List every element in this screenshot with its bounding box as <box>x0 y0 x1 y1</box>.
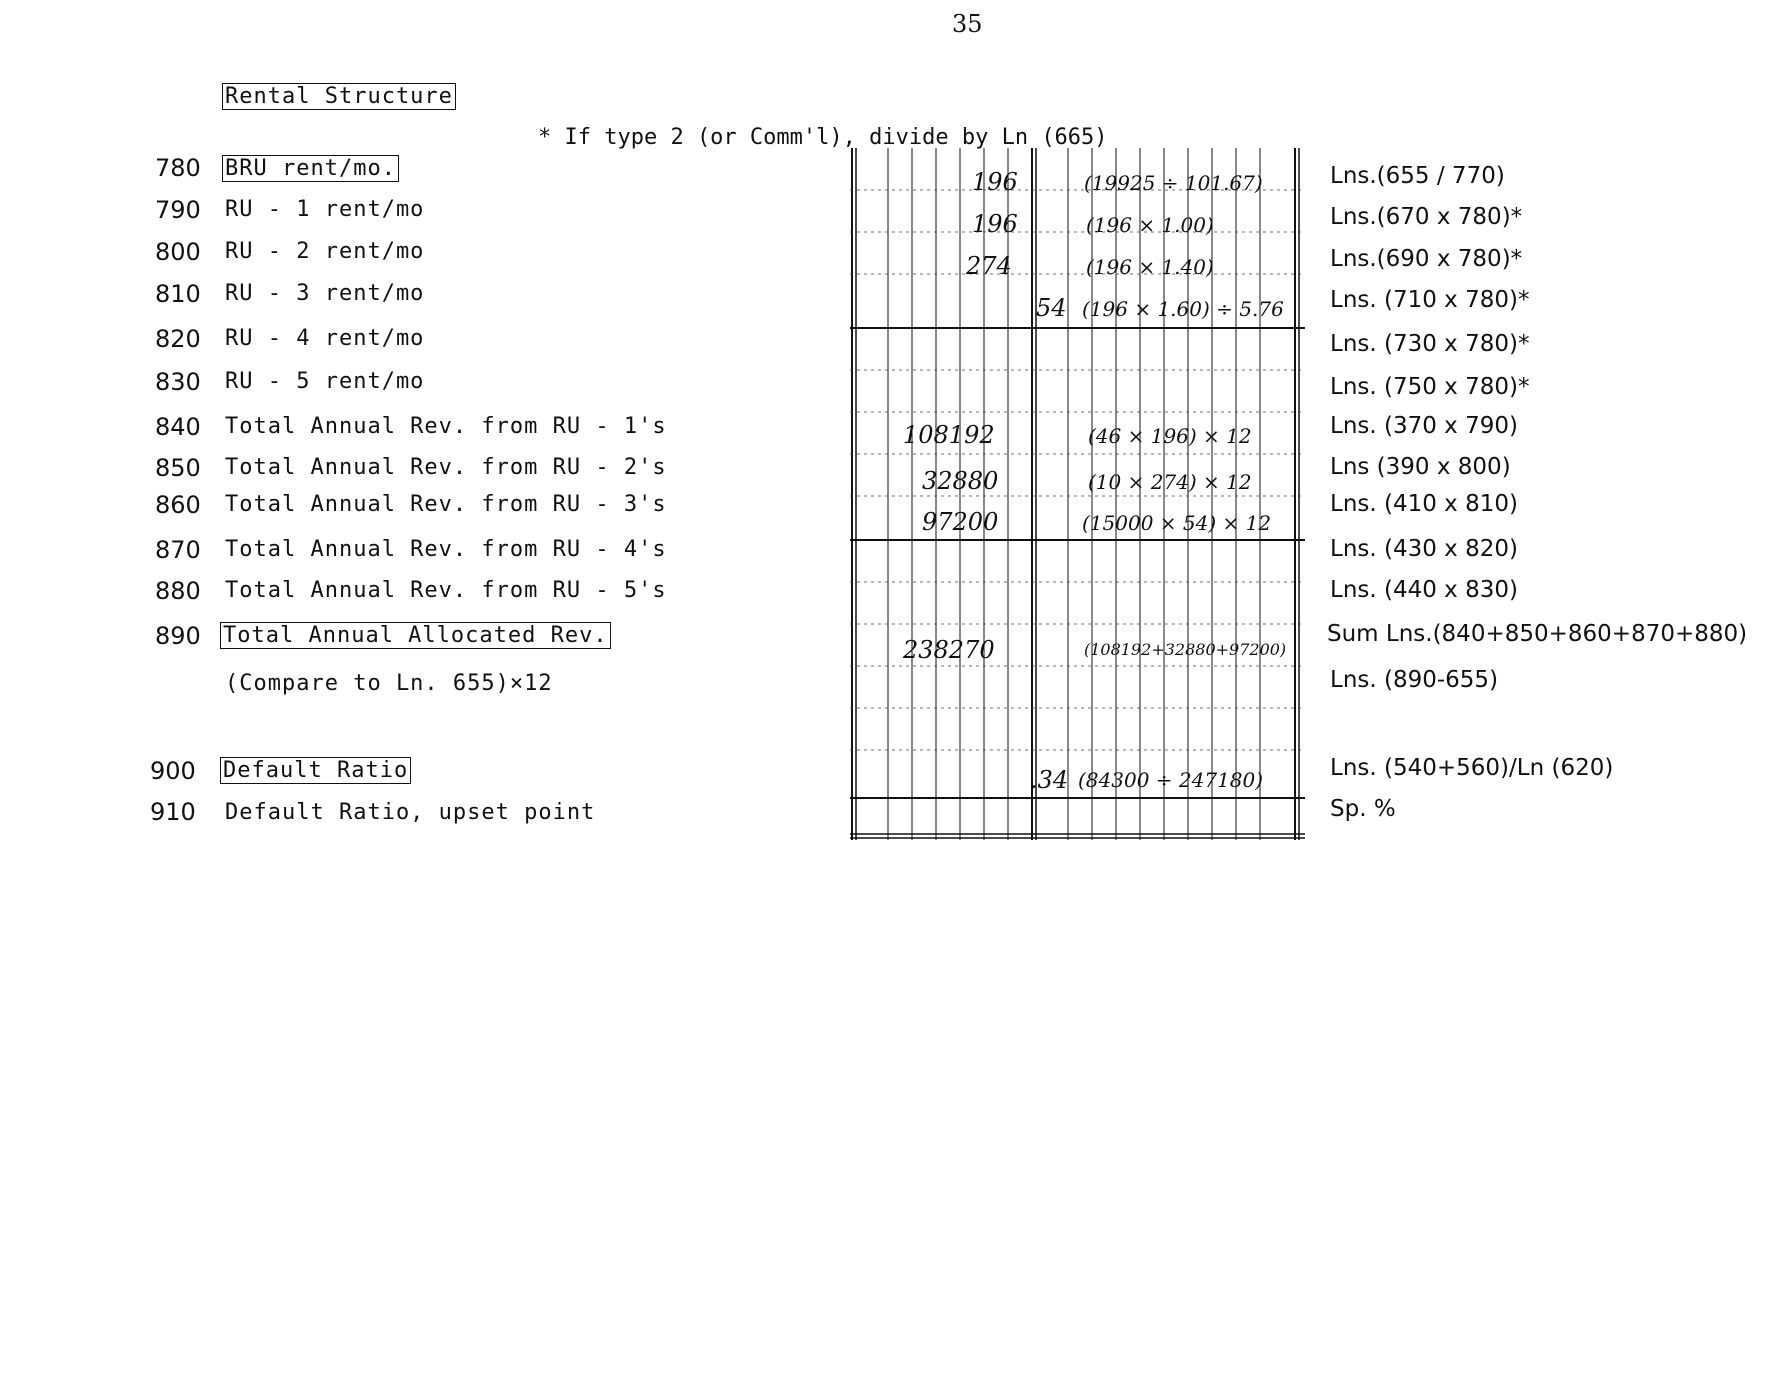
type-2-note: * If type 2 (or Comm'l), divide by Ln (665) <box>538 125 1108 150</box>
ref-790: Lns.(670 x 780)* <box>1330 204 1523 230</box>
label-bru-rent: BRU rent/mo. <box>222 155 399 182</box>
page-number: 35 <box>952 10 983 38</box>
line-number-860: 860 <box>155 491 201 519</box>
line-number-790: 790 <box>155 196 201 224</box>
line-number-800: 800 <box>155 238 201 266</box>
ref-890: Sum Lns.(840+850+860+870+880) <box>1327 621 1748 647</box>
calc-900: (84300 ÷ 247180) <box>1078 768 1264 792</box>
calc-800: (196 × 1.40) <box>1086 255 1214 279</box>
label-rev-ru1: Total Annual Rev. from RU - 1's <box>225 414 667 439</box>
line-number-840: 840 <box>155 413 201 441</box>
calc-850: (10 × 274) × 12 <box>1088 470 1252 494</box>
calc-840: (46 × 196) × 12 <box>1088 424 1252 448</box>
ref-810: Lns. (710 x 780)* <box>1330 287 1530 313</box>
ref-800: Lns.(690 x 780)* <box>1330 246 1523 272</box>
label-rev-ru5: Total Annual Rev. from RU - 5's <box>225 578 667 603</box>
line-number-880: 880 <box>155 577 201 605</box>
ref-compare: Lns. (890-655) <box>1330 667 1499 693</box>
entry-800: 274 <box>966 252 1012 280</box>
label-total-allocated-rev: Total Annual Allocated Rev. <box>220 622 611 649</box>
line-number-900: 900 <box>150 757 196 785</box>
entry-840: 108192 <box>903 421 995 449</box>
line-number-810: 810 <box>155 280 201 308</box>
ledger-grid <box>850 148 1305 840</box>
line-number-820: 820 <box>155 325 201 353</box>
label-rev-ru2: Total Annual Rev. from RU - 2's <box>225 455 667 480</box>
calc-790: (196 × 1.00) <box>1086 213 1214 237</box>
label-ru4-rent: RU - 4 rent/mo <box>225 326 425 351</box>
entry-780: 196 <box>972 168 1018 196</box>
entry-850: 32880 <box>922 467 999 495</box>
label-rev-ru4: Total Annual Rev. from RU - 4's <box>225 537 667 562</box>
calc-810: (196 × 1.60) ÷ 5.76 <box>1082 297 1284 321</box>
line-number-830: 830 <box>155 368 201 396</box>
line-number-850: 850 <box>155 454 201 482</box>
line-number-870: 870 <box>155 536 201 564</box>
label-ru2-rent: RU - 2 rent/mo <box>225 239 425 264</box>
calc-860: (15000 × 54) × 12 <box>1082 511 1272 535</box>
label-ru5-rent: RU - 5 rent/mo <box>225 369 425 394</box>
entry-890: 238270 <box>903 636 995 664</box>
ref-870: Lns. (430 x 820) <box>1330 536 1518 562</box>
label-default-ratio-upset: Default Ratio, upset point <box>225 800 596 825</box>
ref-880: Lns. (440 x 830) <box>1330 577 1518 603</box>
entry-900: .34 <box>1030 766 1069 794</box>
line-number-910: 910 <box>150 798 196 826</box>
calc-780: (19925 ÷ 101.67) <box>1084 171 1263 195</box>
label-compare-ln-655: (Compare to Ln. 655)×12 <box>225 671 553 696</box>
ref-780: Lns.(655 / 770) <box>1330 163 1505 189</box>
ref-830: Lns. (750 x 780)* <box>1330 374 1530 400</box>
entry-860: 97200 <box>922 508 999 536</box>
ref-850: Lns (390 x 800) <box>1330 454 1511 480</box>
label-default-ratio: Default Ratio <box>220 757 411 784</box>
line-number-890: 890 <box>155 622 201 650</box>
entry-790: 196 <box>972 210 1018 238</box>
label-rev-ru3: Total Annual Rev. from RU - 3's <box>225 492 667 517</box>
ref-860: Lns. (410 x 810) <box>1330 491 1518 517</box>
ref-840: Lns. (370 x 790) <box>1330 413 1518 439</box>
label-ru3-rent: RU - 3 rent/mo <box>225 281 425 306</box>
label-ru1-rent: RU - 1 rent/mo <box>225 197 425 222</box>
ref-820: Lns. (730 x 780)* <box>1330 331 1530 357</box>
line-number-780: 780 <box>155 154 201 182</box>
ref-910: Sp. % <box>1330 796 1396 822</box>
section-title: Rental Structure <box>222 83 456 110</box>
calc-890: (108192+32880+97200) <box>1084 640 1287 659</box>
entry-810: 54 <box>1036 294 1067 322</box>
ref-900: Lns. (540+560)/Ln (620) <box>1330 755 1614 781</box>
